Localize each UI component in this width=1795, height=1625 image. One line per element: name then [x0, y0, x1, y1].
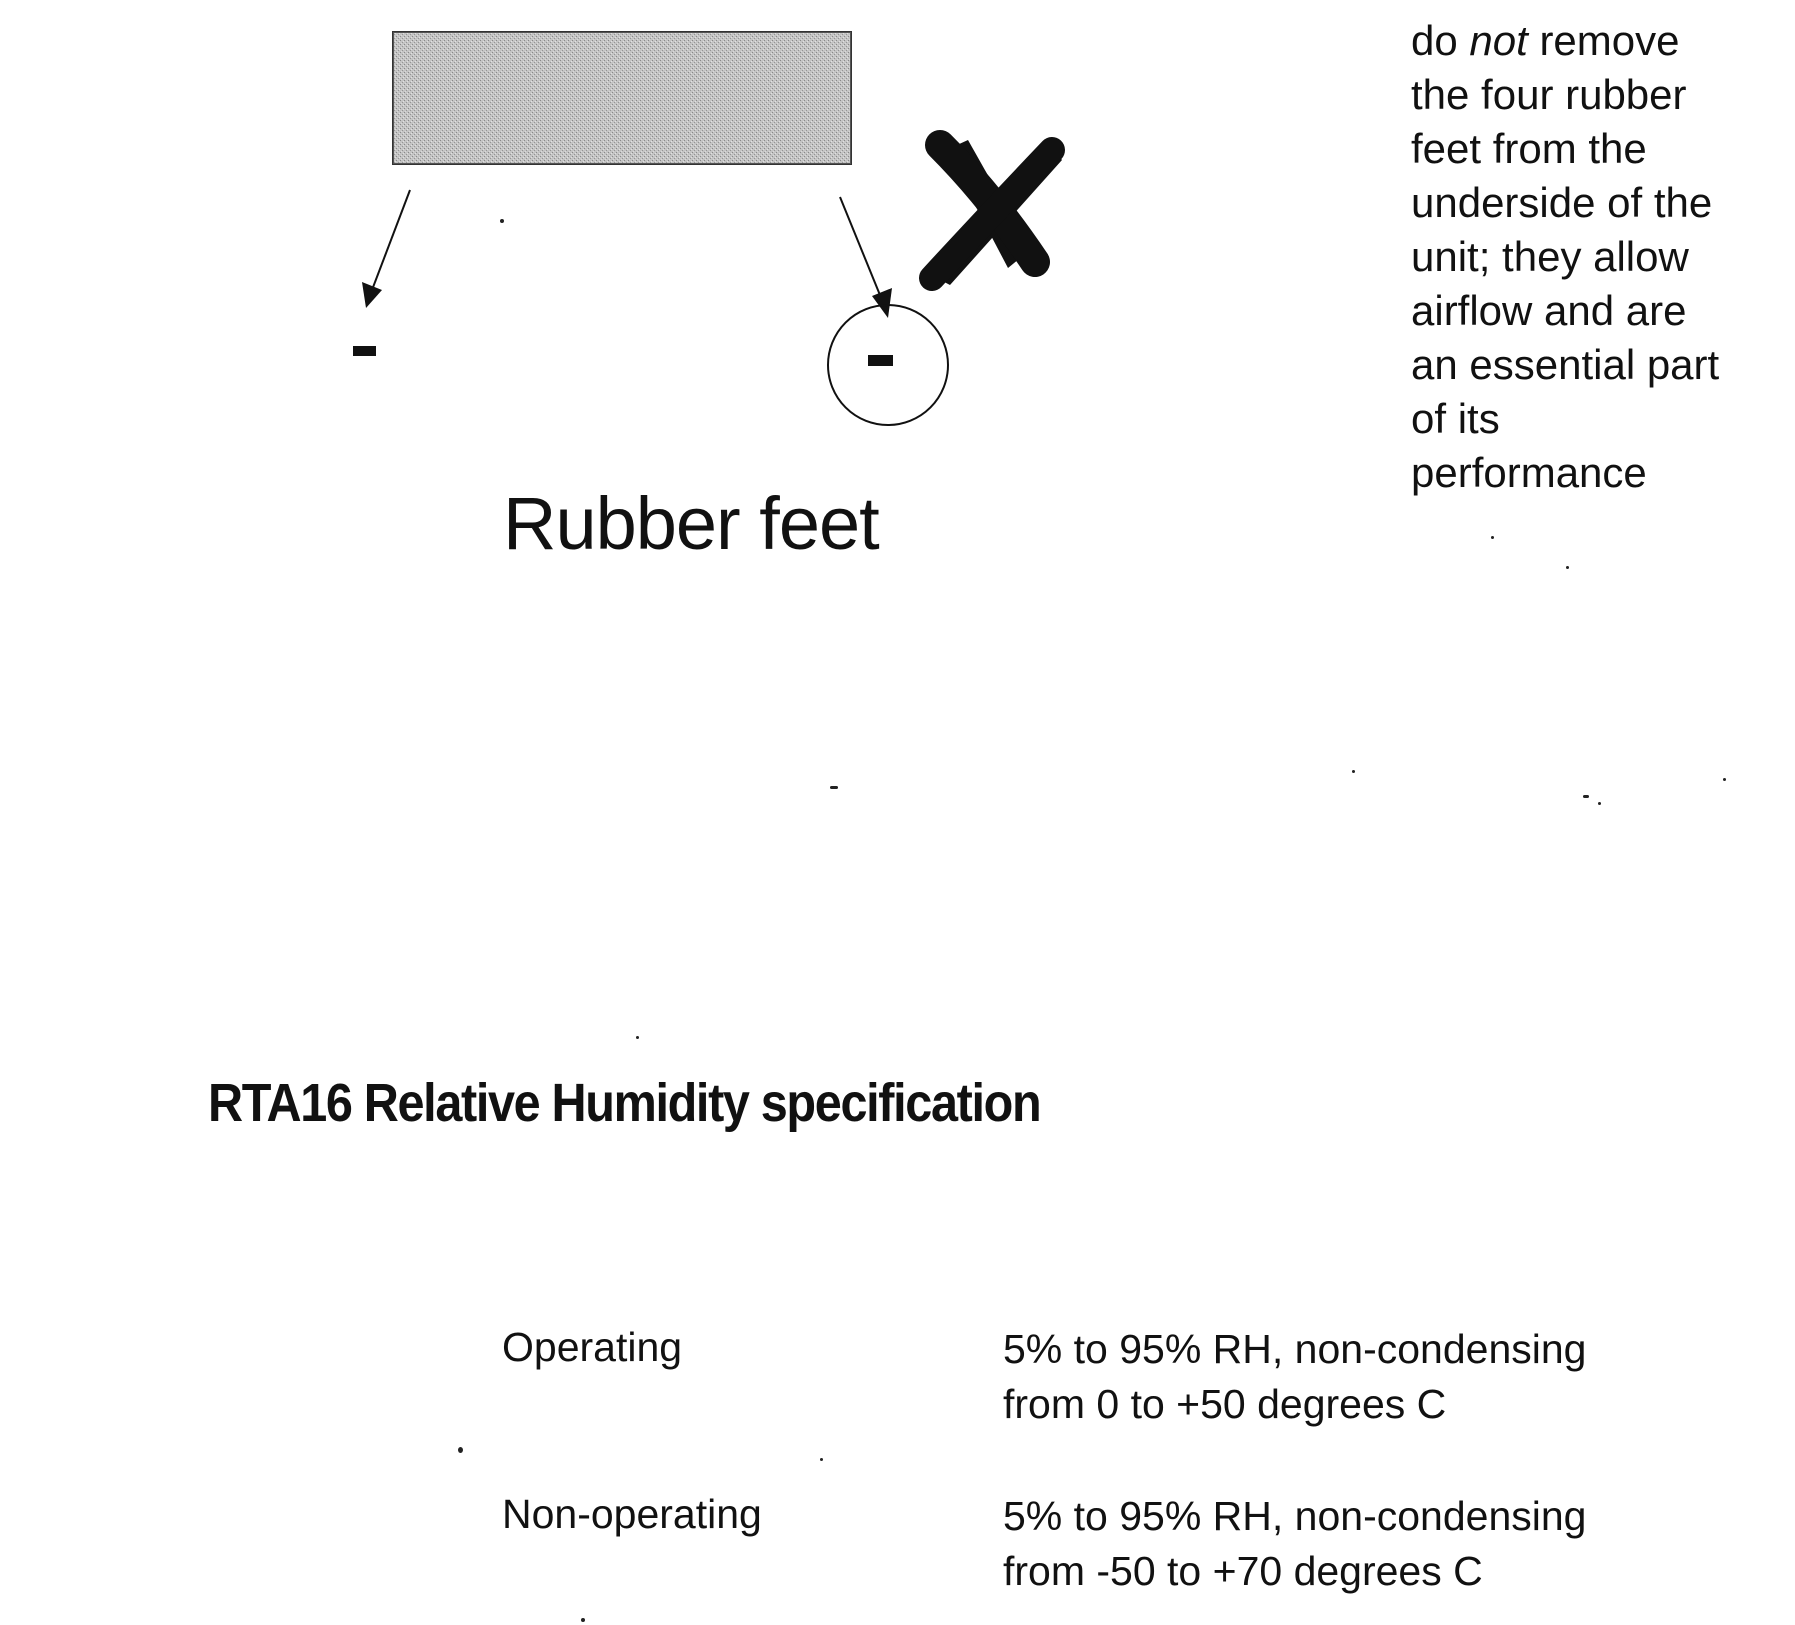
cross-mark-icon — [925, 140, 1062, 285]
unit-block — [393, 32, 851, 164]
scan-speck — [1491, 536, 1494, 539]
spec-value-line: 5% to 95% RH, non-condensing — [1003, 1493, 1587, 1539]
scan-speck — [500, 219, 504, 223]
note-line: an essential part — [1411, 341, 1720, 388]
scan-speck — [1583, 795, 1589, 798]
arrow-icon — [840, 197, 892, 318]
spec-value-line: from -50 to +70 degrees C — [1003, 1548, 1483, 1594]
note-line: underside of the — [1411, 179, 1713, 226]
scan-speck — [820, 1458, 823, 1461]
scan-speck — [458, 1447, 463, 1453]
spec-label: Operating — [502, 1324, 683, 1370]
scan-speck — [636, 1036, 639, 1039]
rubber-foot-icon — [353, 346, 376, 356]
scan-speck — [1566, 566, 1569, 569]
spec-value-line: 5% to 95% RH, non-condensing — [1003, 1326, 1587, 1372]
note-prefix: do — [1411, 17, 1470, 64]
note-suffix: remove — [1527, 17, 1680, 64]
spec-value — [1003, 1489, 1586, 1599]
note-line: airflow and are — [1411, 287, 1687, 334]
spec-heading: RTA16 Relative Humidity specification — [208, 1073, 1041, 1133]
note-emphasis: not — [1469, 17, 1528, 64]
arrow-icon — [362, 190, 410, 308]
scan-speck — [1352, 770, 1355, 773]
rubber-foot-icon — [868, 355, 893, 366]
figure-caption: Rubber feet — [503, 482, 879, 565]
spec-label: Non-operating — [502, 1491, 762, 1537]
scan-speck — [1598, 802, 1601, 805]
note-line-first — [1411, 14, 1795, 68]
warning-note — [1411, 14, 1795, 500]
note-line: of its — [1411, 395, 1500, 442]
scan-speck — [1723, 778, 1726, 781]
spec-value-line: from 0 to +50 degrees C — [1003, 1381, 1447, 1427]
note-line: unit; they allow — [1411, 233, 1689, 280]
spec-value — [1003, 1322, 1586, 1432]
note-line: feet from the — [1411, 125, 1647, 172]
note-line: the four rubber — [1411, 71, 1687, 118]
note-line: performance — [1411, 449, 1647, 496]
scan-speck — [830, 786, 838, 789]
scan-speck — [581, 1618, 585, 1622]
